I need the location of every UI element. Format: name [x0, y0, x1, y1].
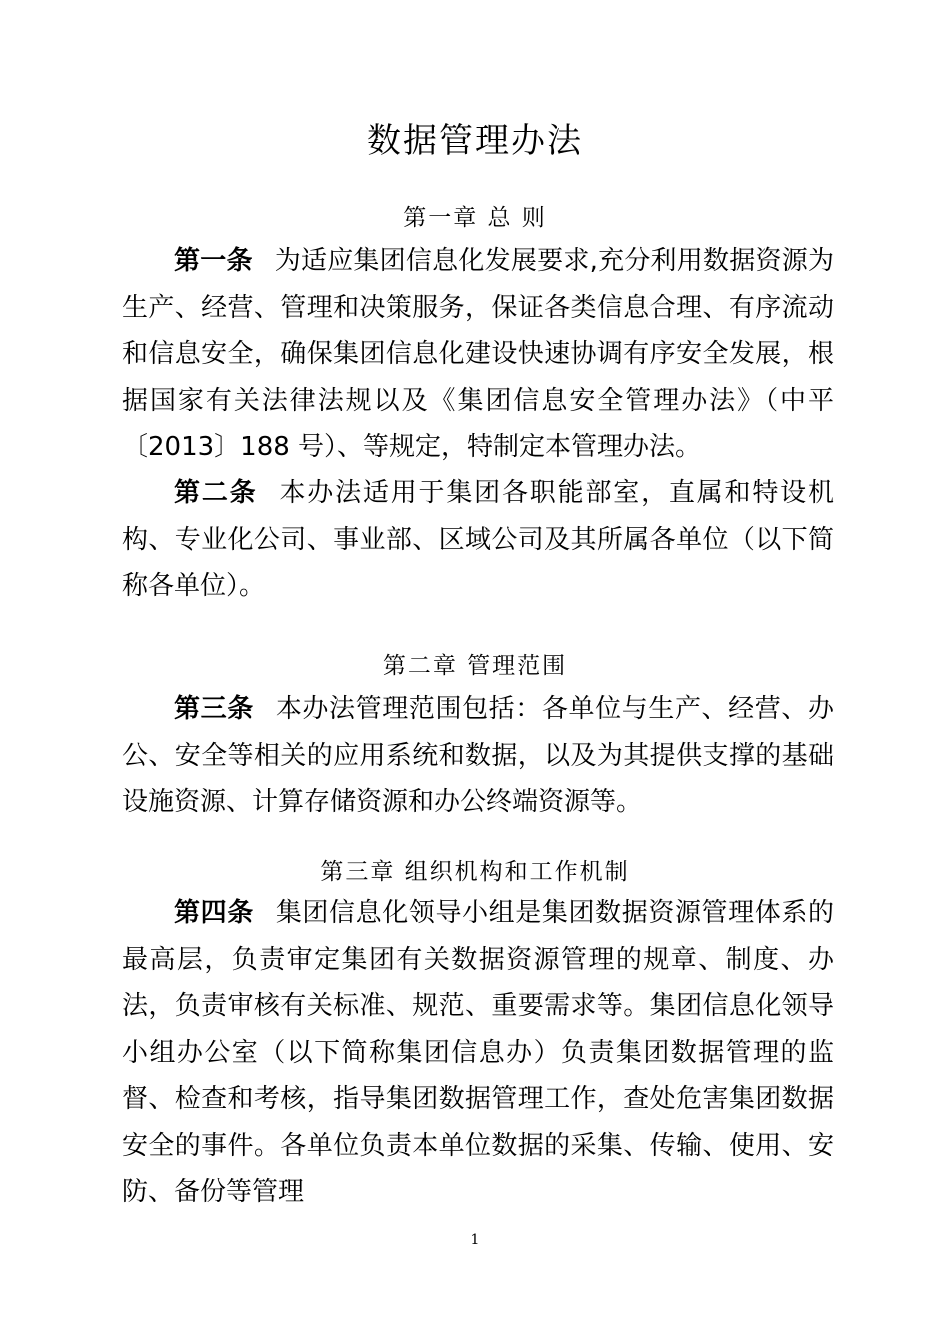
- article-text: 为适应集团信息化发展要求,充分利用数据资源为生产、经营、管理和决策服务，保证各类信息合理、有序流动和信息安全，确保集团信息化建设快速协调有序安全发展，根据国家有关法律法规以及《集团信息安全管理办法》（中平〔2013〕188 号）、等规定，特制定本管理办法。: [122, 246, 834, 462]
- chapter-heading-3: 第三章 组织机构和工作机制: [320, 859, 630, 885]
- chapter-heading-2: 第二章 管理范围: [382, 653, 568, 679]
- article-2: [122, 470, 834, 610]
- article-label: 第二条: [174, 478, 258, 508]
- page-number: 1: [470, 1232, 480, 1248]
- article-text: 本办法适用于集团各职能部室，直属和特设机构、专业化公司、事业部、区域公司及其所属各单位（以下简称各单位）。: [122, 478, 834, 601]
- article-label: 第三条: [174, 694, 254, 724]
- article-text: 集团信息化领导小组是集团数据资源管理体系的最高层，负责审定集团有关数据资源管理的规章、制度、办法，负责审核有关标准、规范、重要需求等。集团信息化领导小组办公室（以下简称集团信息办）负责集团数据管理的监督、检查和考核，指导集团数据管理工作，查处危害集团数据安全的事件。各单位负责本单位数据的采集、传输、使用、安防、备份等管理: [122, 898, 834, 1207]
- chapter-heading-1: 第一章 总 则: [403, 205, 547, 231]
- article-1: [122, 238, 834, 471]
- article-text: 本办法管理范围包括：各单位与生产、经营、办公、安全等相关的应用系统和数据，以及为其提供支撑的基础设施资源、计算存储资源和办公终端资源等。: [122, 694, 834, 817]
- article-label: 第四条: [174, 898, 254, 928]
- article-label: 第一条: [174, 246, 253, 276]
- article-4: [122, 890, 834, 1216]
- article-3: [122, 686, 834, 826]
- document-title: 数据管理办法: [367, 121, 583, 161]
